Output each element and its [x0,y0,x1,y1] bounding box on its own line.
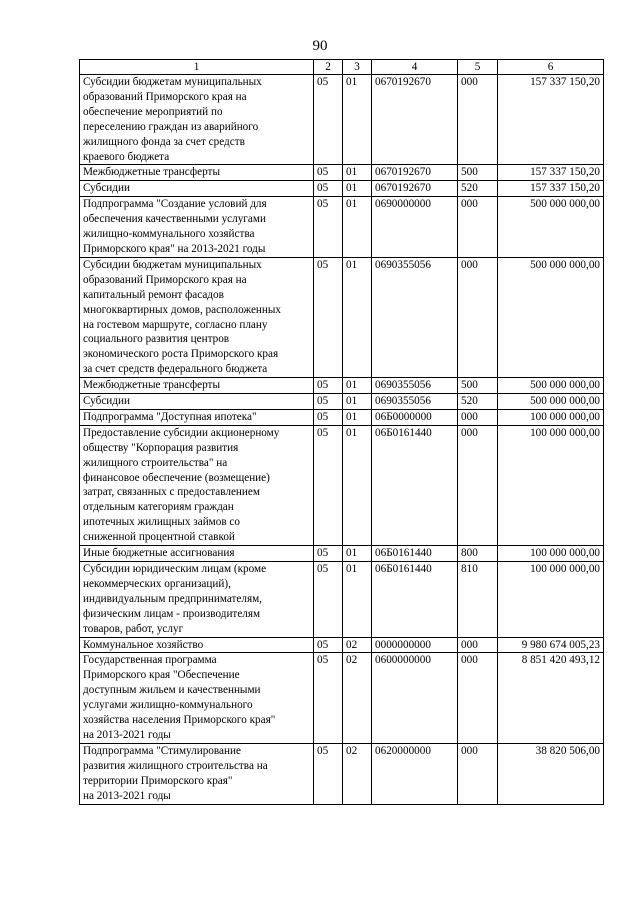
column-header-3: 3 [343,60,372,75]
row-section-cell: 05 [314,394,343,410]
row-amount-cell: 157 337 150,20 [498,165,604,181]
row-subsection-cell: 01 [343,165,372,181]
row-name-cell: Подпрограмма "Стимулирование развития жилищного строительства на территории Приморского края" на 2013-2021 годы [80,743,314,804]
row-target-article-cell: 06Б0161440 [372,562,458,638]
row-amount-cell: 500 000 000,00 [498,197,604,258]
row-name-cell: Субсидии [80,394,314,410]
row-section-cell: 05 [314,75,343,165]
row-amount-cell: 157 337 150,20 [498,181,604,197]
row-expense-type-cell: 000 [458,743,498,804]
row-section-cell: 05 [314,378,343,394]
row-name-cell: Подпрограмма "Создание условий для обеспечения качественными услугами жилищно-коммунального хозяйства Приморского края" на 2013-2021 годы [80,197,314,258]
row-amount-cell: 9 980 674 005,23 [498,637,604,653]
table-row [80,653,604,743]
table-row [80,181,604,197]
row-subsection-cell: 01 [343,425,372,545]
row-section-cell: 05 [314,562,343,638]
row-expense-type-cell: 800 [458,546,498,562]
row-name-cell: Субсидии бюджетам муниципальных образований Приморского края на капитальный ремонт фасадов многоквартирных домов, расположенных на гостевом маршруте, согласно плану социального развития центров экономического роста Приморского края за счет средств федерального бюджета [80,257,314,377]
row-expense-type-cell: 000 [458,425,498,545]
row-expense-type-cell: 810 [458,562,498,638]
row-expense-type-cell: 520 [458,181,498,197]
row-expense-type-cell: 000 [458,75,498,165]
row-target-article-cell: 06Б0161440 [372,546,458,562]
row-subsection-cell: 01 [343,409,372,425]
table-row [80,378,604,394]
row-name-cell: Иные бюджетные ассигнования [80,546,314,562]
row-section-cell: 05 [314,197,343,258]
column-header-1: 1 [80,60,314,75]
row-expense-type-cell: 000 [458,653,498,743]
table-row [80,637,604,653]
row-subsection-cell: 01 [343,181,372,197]
row-subsection-cell: 01 [343,75,372,165]
table-row [80,75,604,165]
row-subsection-cell: 01 [343,197,372,258]
row-name-cell: Субсидии [80,181,314,197]
row-subsection-cell: 01 [343,546,372,562]
row-amount-cell: 100 000 000,00 [498,409,604,425]
row-target-article-cell: 0600000000 [372,653,458,743]
row-amount-cell: 100 000 000,00 [498,425,604,545]
table-row [80,257,604,377]
row-section-cell: 05 [314,425,343,545]
row-target-article-cell: 0690355056 [372,378,458,394]
row-amount-cell: 500 000 000,00 [498,394,604,410]
table-row [80,409,604,425]
row-amount-cell: 100 000 000,00 [498,562,604,638]
row-amount-cell: 500 000 000,00 [498,378,604,394]
row-expense-type-cell: 000 [458,637,498,653]
table-row [80,165,604,181]
column-header-4: 4 [372,60,458,75]
row-target-article-cell: 06Б0000000 [372,409,458,425]
row-name-cell: Коммунальное хозяйство [80,637,314,653]
row-expense-type-cell: 000 [458,197,498,258]
row-subsection-cell: 02 [343,637,372,653]
row-target-article-cell: 0690355056 [372,394,458,410]
page-number: 90 [312,38,328,54]
row-target-article-cell: 0690355056 [372,257,458,377]
row-expense-type-cell: 000 [458,257,498,377]
row-section-cell: 05 [314,653,343,743]
row-name-cell: Субсидии юридическим лицам (кроме некоммерческих организаций), индивидуальным предпринимателям, физическим лицам - производителям товаров, работ, услуг [80,562,314,638]
row-section-cell: 05 [314,409,343,425]
row-name-cell: Предоставление субсидии акционерному обществу "Корпорация развития жилищного строительства" на финансовое обеспечение (возмещение) затрат, связанных с предоставлением отдельным категориям граждан ипотечных жилищных займов со сниженной процентной ставкой [80,425,314,545]
row-section-cell: 05 [314,257,343,377]
row-name-cell: Межбюджетные трансферты [80,378,314,394]
row-amount-cell: 8 851 420 493,12 [498,653,604,743]
row-subsection-cell: 01 [343,378,372,394]
row-expense-type-cell: 500 [458,165,498,181]
row-amount-cell: 500 000 000,00 [498,257,604,377]
row-section-cell: 05 [314,165,343,181]
row-amount-cell: 157 337 150,20 [498,75,604,165]
row-target-article-cell: 0000000000 [372,637,458,653]
row-subsection-cell: 01 [343,394,372,410]
row-subsection-cell: 02 [343,743,372,804]
table-row [80,425,604,545]
table-row [80,546,604,562]
table-body [80,75,604,805]
row-name-cell: Государственная программа Приморского края "Обеспечение доступным жильем и качественными услугами жилищно-коммунального хозяйства населения Приморского края" на 2013-2021 годы [80,653,314,743]
column-header-2: 2 [314,60,343,75]
row-target-article-cell: 0620000000 [372,743,458,804]
table-row [80,562,604,638]
row-target-article-cell: 0690000000 [372,197,458,258]
row-expense-type-cell: 520 [458,394,498,410]
row-section-cell: 05 [314,546,343,562]
row-name-cell: Подпрограмма "Доступная ипотека" [80,409,314,425]
row-target-article-cell: 0670192670 [372,181,458,197]
row-name-cell: Межбюджетные трансферты [80,165,314,181]
budget-table [79,59,604,805]
row-amount-cell: 38 820 506,00 [498,743,604,804]
column-header-5: 5 [458,60,498,75]
table-header-row [80,60,604,75]
row-expense-type-cell: 500 [458,378,498,394]
row-target-article-cell: 0670192670 [372,165,458,181]
row-target-article-cell: 0670192670 [372,75,458,165]
row-section-cell: 05 [314,181,343,197]
column-header-6: 6 [498,60,604,75]
row-subsection-cell: 02 [343,653,372,743]
table-row [80,394,604,410]
table-row [80,743,604,804]
row-subsection-cell: 01 [343,562,372,638]
row-target-article-cell: 06Б0161440 [372,425,458,545]
row-section-cell: 05 [314,637,343,653]
row-section-cell: 05 [314,743,343,804]
row-amount-cell: 100 000 000,00 [498,546,604,562]
row-expense-type-cell: 000 [458,409,498,425]
row-name-cell: Субсидии бюджетам муниципальных образований Приморского края на обеспечение мероприятий по переселению граждан из аварийного жилищного фонда за счет средств краевого бюджета [80,75,314,165]
row-subsection-cell: 01 [343,257,372,377]
table-row [80,197,604,258]
